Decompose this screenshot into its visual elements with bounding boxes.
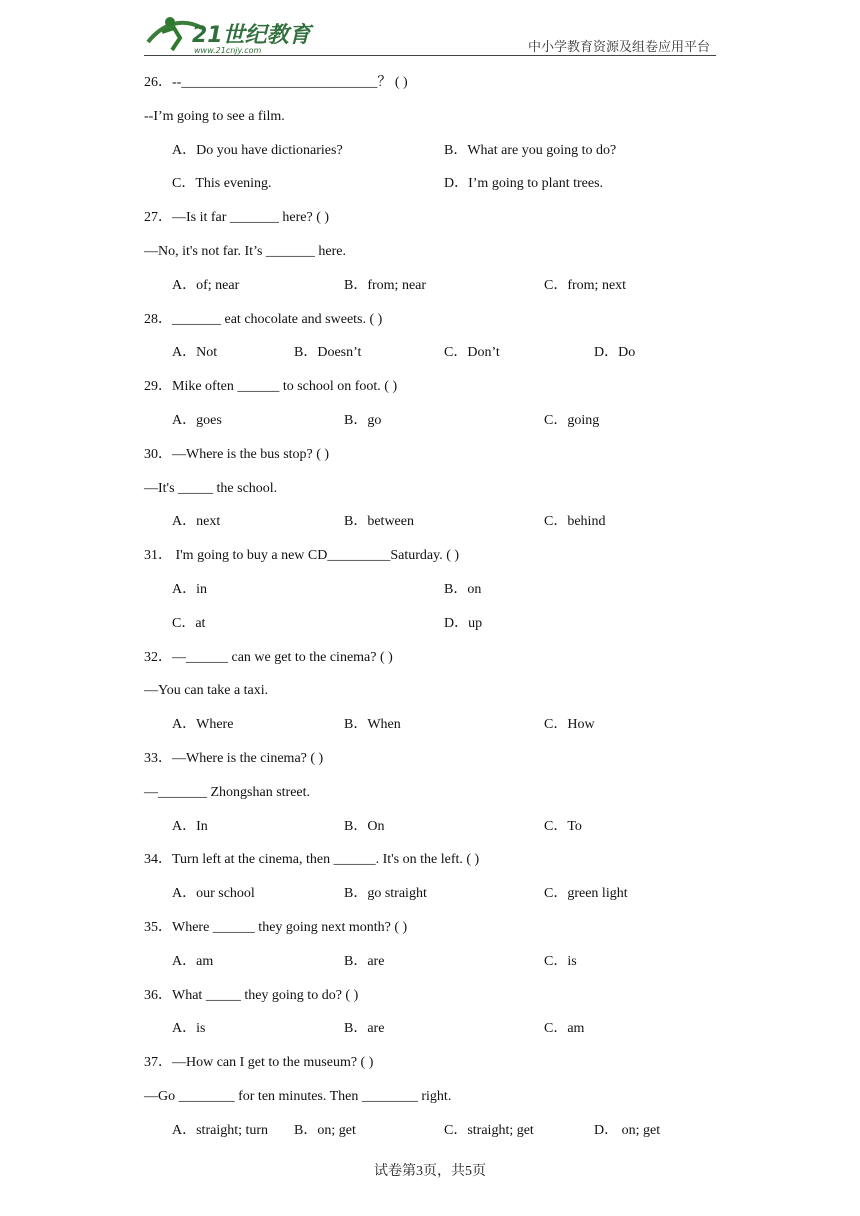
option-item: C．green light (544, 886, 628, 902)
question-list (144, 72, 716, 1154)
question-stem: 36．What _____ they going to do? ( ) (144, 987, 359, 1003)
options-row (144, 1120, 716, 1154)
options-row (144, 173, 716, 207)
question-stem: 27．—Is it far _______ here? ( ) (144, 210, 330, 226)
question-stem: 32．—______ can we get to the cinema? ( ) (144, 649, 393, 665)
option-item: B．between (344, 514, 414, 530)
question-reply: --I’m going to see a film. (144, 108, 285, 124)
question-stem: 29．Mike often ______ to school on foot. ( ) (144, 379, 398, 395)
option-item: A．am (172, 953, 214, 969)
option-item: B．go straight (344, 886, 427, 902)
option-item: A．of; near (172, 277, 240, 293)
option-item: A．is (172, 1021, 206, 1037)
option-item: A．Not (172, 345, 218, 361)
question-stem: 35．Where ______ they going next month? ( ) (144, 919, 408, 935)
question-reply: —You can take a taxi. (144, 683, 269, 699)
option-item: B．On (344, 818, 385, 834)
option-item: A．In (172, 818, 208, 834)
option-item: A．straight; turn (172, 1122, 269, 1138)
question-stem: 30．—Where is the bus stop? ( ) (144, 446, 330, 462)
question-stem: 28．_______ eat chocolate and sweets. ( ) (144, 311, 383, 327)
options-row (144, 816, 716, 850)
option-item: D．up (444, 615, 483, 631)
options-row (144, 140, 716, 174)
option-item: C．is (544, 953, 577, 969)
platform-text: 中小学教育资源及组卷应用平台 (527, 40, 710, 55)
option-item: B．Doesn’t (294, 345, 362, 361)
option-item: C．behind (544, 514, 606, 530)
option-item: C．This evening. (172, 176, 272, 192)
option-item: B．on (444, 581, 482, 597)
option-item: B．are (344, 1021, 385, 1037)
option-item: A．in (172, 581, 207, 597)
option-item: B．When (344, 717, 401, 733)
option-item: C．straight; get (444, 1122, 534, 1138)
question-stem: 37．—How can I get to the museum? ( ) (144, 1055, 374, 1071)
option-item: C．Don’t (444, 345, 500, 361)
options-row (144, 1018, 716, 1052)
options-row (144, 275, 716, 309)
question-stem: 26．--____________________________？ ( ) (144, 75, 408, 90)
options-row (144, 714, 716, 748)
option-item: B．are (344, 953, 385, 969)
option-item: A．Where (172, 717, 234, 733)
option-item: B．on; get (294, 1122, 356, 1138)
option-item: C．at (172, 615, 206, 631)
option-item: A．Do you have dictionaries? (172, 142, 343, 158)
question-stem: 33．—Where is the cinema? ( ) (144, 750, 324, 766)
option-item: B．go (344, 412, 382, 428)
question-reply: —It's _____ the school. (144, 480, 278, 496)
options-row (144, 342, 716, 376)
option-item: A．goes (172, 412, 222, 428)
page-footer: 试卷第3页，共5页 (374, 1164, 486, 1179)
option-item: D．I’m going to plant trees. (444, 176, 604, 192)
question-reply: —_______ Zhongshan street. (144, 784, 311, 800)
option-item: D． on; get (594, 1122, 661, 1138)
option-item: A．our school (172, 886, 255, 902)
option-item: D．Do (594, 345, 636, 361)
option-item: B．What are you going to do? (444, 142, 617, 158)
option-item: C．To (544, 818, 582, 834)
question-reply: —No, it's not far. It’s _______ here. (144, 243, 346, 259)
option-item: C．am (544, 1021, 585, 1037)
page-header (144, 12, 716, 56)
logo-text: 21世纪教育 (192, 23, 311, 48)
question-stem: 34．Turn left at the cinema, then ______. It's on the left. ( ) (144, 852, 480, 868)
options-row (144, 951, 716, 985)
options-row (144, 410, 716, 444)
option-item: C．How (544, 717, 595, 733)
option-item: C．going (544, 412, 600, 428)
options-row (144, 511, 716, 545)
question-reply: —Go ________ for ten minutes. Then ________ right. (144, 1088, 452, 1104)
options-row (144, 883, 716, 917)
header-divider (144, 55, 716, 56)
option-item: A．next (172, 514, 221, 530)
options-row (144, 613, 716, 647)
logo-21cnjy (144, 12, 314, 56)
options-row (144, 579, 716, 613)
question-stem: 31． I'm going to buy a new CD_________Saturday. ( ) (144, 548, 460, 564)
option-item: B．from; near (344, 277, 427, 293)
option-item: C．from; next (544, 277, 627, 293)
logo-url: www.21cnjy.com (194, 46, 262, 55)
